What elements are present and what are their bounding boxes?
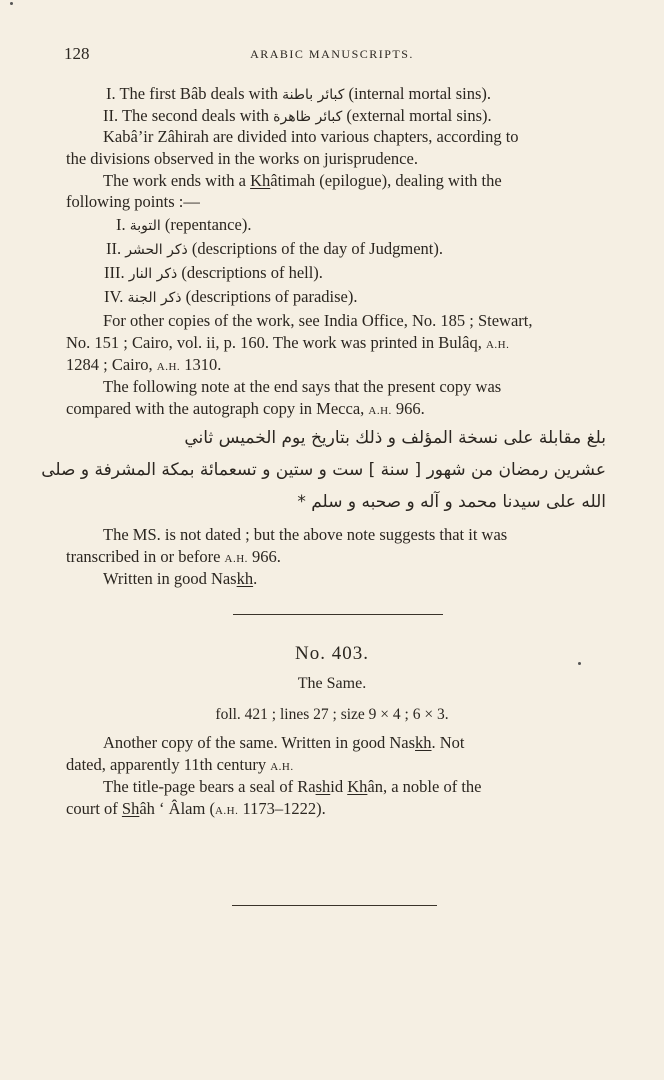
bab-line-2: II. The second deals with كبائر ظاهرة (external mortal sins). <box>103 106 492 125</box>
section-divider <box>232 905 437 906</box>
text-line: court of Shâh ‘ Âlam (A.H. 1173–1222). <box>66 799 326 818</box>
text-line: Kabâ’ir Zâhirah are divided into various chapters, according to <box>103 127 519 146</box>
point-item: II. ذكر الحشر (descriptions of the day of Judgment). <box>106 239 443 258</box>
arabic-note-line: بلغ مقابلة على نسخة المؤلف و ذلك بتاريخ يوم الخميس ثاني <box>184 428 606 448</box>
text-line: The following note at the end says that the present copy was <box>103 377 502 396</box>
section-divider <box>233 614 443 615</box>
text-line: 1284 ; Cairo, A.H. 1310. <box>66 355 222 374</box>
text-line: The title-page bears a seal of Rashid Khân, a noble of the <box>103 777 482 796</box>
text-line: the divisions observed in the works on jurisprudence. <box>66 149 418 168</box>
point-item: I. التوبة (repentance). <box>116 215 252 234</box>
text-line: The work ends with a Khâtimah (epilogue), dealing with the <box>103 171 502 190</box>
text-line: For other copies of the work, see India Office, No. 185 ; Stewart, <box>103 311 533 330</box>
entry-number: No. 403. <box>295 643 369 664</box>
speck <box>578 662 581 665</box>
speck <box>10 2 13 5</box>
text-line: following points :— <box>66 192 200 211</box>
text-line: Another copy of the same. Written in good Naskh. Not <box>103 733 465 752</box>
arabic-note-line: عشرين رمضان من شهور [ سنة ] ست و ستين و تسعمائة بمكة المشرفة و صلى <box>41 460 606 480</box>
entry-title: The Same. <box>297 675 367 692</box>
text-line: transcribed in or before A.H. 966. <box>66 547 281 566</box>
text-line: dated, apparently 11th century A.H. <box>66 755 294 774</box>
page-number: 128 <box>64 44 90 63</box>
text-line: Written in good Naskh. <box>103 569 258 588</box>
entry-details: foll. 421 ; lines 27 ; size 9 × 4 ; 6 × 3. <box>215 706 449 723</box>
point-item: III. ذكر النار (descriptions of hell). <box>104 263 323 282</box>
text-line: The MS. is not dated ; but the above note suggests that it was <box>103 525 508 544</box>
arabic-note-line: الله على سيدنا محمد و آله و صحبه و سلم * <box>297 492 606 512</box>
text-line: compared with the autograph copy in Mecca, A.H. 966. <box>66 399 425 418</box>
point-item: IV. ذكر الجنة (descriptions of paradise). <box>104 287 358 306</box>
text-line: No. 151 ; Cairo, vol. ii, p. 160. The work was printed in Bulâq, A.H. <box>66 333 510 352</box>
bab-line-1: I. The first Bâb deals with كبائر باطنة (internal mortal sins). <box>106 84 492 103</box>
running-title: ARABIC MANUSCRIPTS. <box>250 47 414 61</box>
